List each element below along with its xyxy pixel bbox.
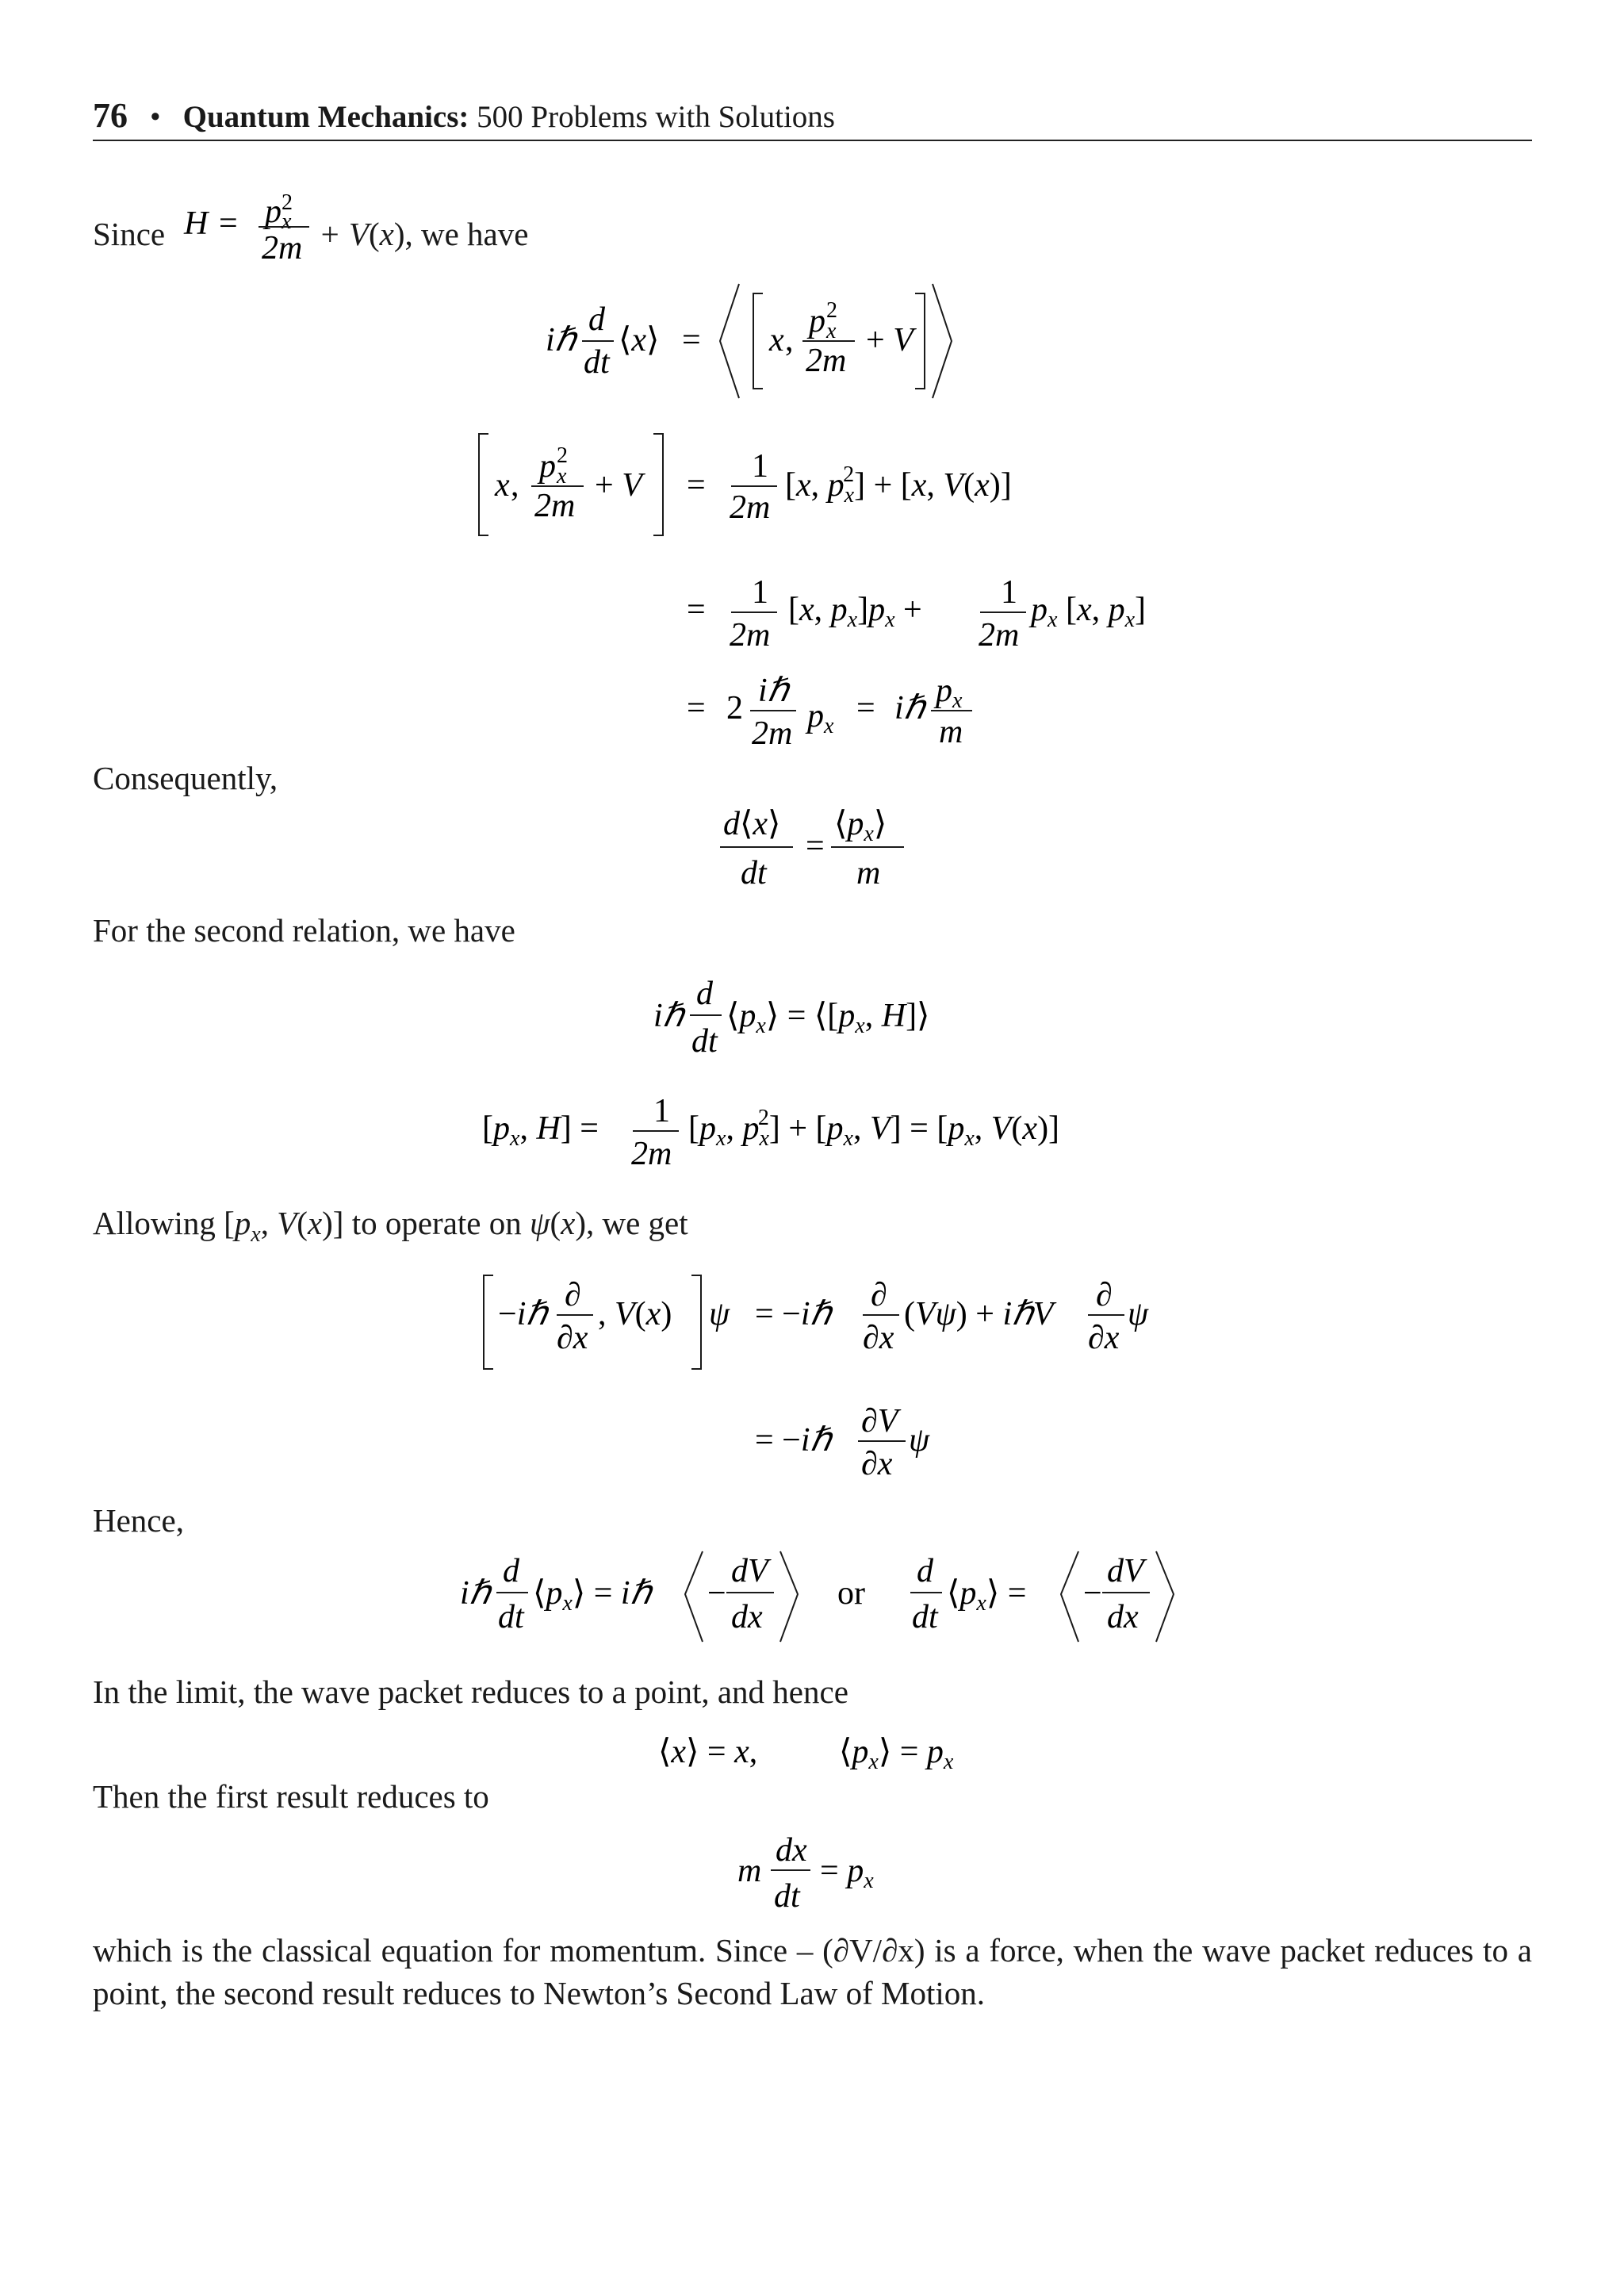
svg-text:∂x: ∂x [557,1320,588,1356]
svg-text:x: x [495,467,510,504]
svg-text:2m: 2m [806,343,847,379]
svg-text:1: 1 [752,448,768,485]
svg-text:dt: dt [912,1599,938,1635]
svg-text:∂: ∂ [1096,1277,1113,1313]
svg-text:⟨px⟩ = px: ⟨px⟩ = px [839,1734,954,1774]
svg-text:2: 2 [557,443,568,468]
svg-text:+ V: + V [595,467,642,504]
equation-9 [750,1392,956,1495]
equation-7 [477,1085,1175,1188]
page-number: 76 [93,96,128,135]
hence-text: Hence, [93,1502,184,1539]
equation-3 [684,563,1191,666]
svg-text:iℏ: iℏ [758,673,789,709]
svg-text:d: d [503,1553,519,1589]
svg-text:[x, px2] + [x, V(x)]: [x, px2] + [x, V(x)] [785,462,1012,508]
svg-text:p: p [809,303,825,339]
svg-text:dt: dt [741,855,767,891]
svg-text:dx: dx [776,1832,807,1869]
svg-text:=: = [687,592,706,628]
svg-text:px: px [936,673,963,713]
hamiltonian-equation [176,181,335,268]
svg-text:x: x [282,209,292,234]
svg-text:1: 1 [752,574,768,611]
svg-text:ψ: ψ [909,1422,930,1459]
svg-text:m: m [737,1853,762,1889]
in-the-limit-text: In the limit, the wave packet reduces to a point, and hence [93,1673,848,1710]
svg-text:d⟨x⟩: d⟨x⟩ [723,806,781,842]
svg-text:⟨px⟩ = ⟨[px, H]⟩: ⟨px⟩ = ⟨[px, H]⟩ [726,998,930,1038]
svg-text:−iℏ: −iℏ [498,1296,547,1332]
equation-2 [471,424,1090,543]
equation-12 [730,1824,920,1927]
allowing-text: Allowing [$p_x$, V(x)] to operate on ψ(x), we get [93,1205,688,1248]
svg-text:∂: ∂ [871,1277,887,1313]
consequently-text: Consequently, [93,760,278,796]
equation-8 [476,1261,1174,1380]
svg-text:2m: 2m [730,489,771,526]
svg-text:d: d [696,976,713,1012]
svg-text:dV: dV [731,1553,768,1589]
svg-text:=: = [682,322,701,358]
svg-text:=: = [687,467,706,504]
svg-text:p: p [539,448,556,485]
svg-text:=: = [806,828,825,865]
svg-text:dt: dt [691,1023,718,1060]
since-rest: + V(x), we have [319,216,529,252]
svg-text:⟨x⟩ = x,: ⟨x⟩ = x, [658,1734,758,1770]
bullet-icon: • [150,100,161,134]
since-suffix: , we have [404,216,529,252]
svg-text:= −iℏ: = −iℏ [755,1296,832,1332]
svg-text:2m: 2m [730,617,771,654]
svg-text:∂x: ∂x [863,1320,894,1356]
equation-4 [684,666,1017,769]
svg-text:=: = [856,690,875,727]
page-header [93,94,1532,141]
then-first-text: Then the first result reduces to [93,1778,489,1815]
svg-text:= px: = px [820,1853,874,1893]
equation-5 [714,801,920,904]
since-prefix: Since [93,216,166,252]
equation-11 [655,1726,988,1781]
svg-text:ψ: ψ [709,1296,730,1332]
svg-text:dx: dx [1107,1599,1139,1635]
svg-text:dV: dV [1107,1553,1144,1589]
svg-text:iℏ: iℏ [894,690,925,727]
equation-10 [455,1543,1185,1654]
svg-text:dt: dt [498,1599,524,1635]
since-line [93,213,165,255]
svg-text:(Vψ) + iℏV: (Vψ) + iℏV [904,1296,1054,1332]
svg-text:[px, H] =: [px, H] = [482,1110,599,1151]
svg-text:px [x, px]: px [x, px] [1031,592,1147,632]
svg-text:dx: dx [731,1599,763,1635]
svg-text:x: x [826,319,837,343]
svg-text:iℏ: iℏ [460,1575,491,1612]
svg-text:= −iℏ: = −iℏ [755,1422,832,1459]
svg-text:[x, px]px +: [x, px]px + [788,592,922,632]
svg-text:, V(x): , V(x) [598,1296,672,1332]
svg-text:2: 2 [282,190,293,215]
svg-text:1: 1 [653,1093,670,1129]
equation-6 [649,969,998,1072]
svg-text:2: 2 [826,298,837,323]
svg-text:dt: dt [584,344,610,381]
svg-text:2m: 2m [979,617,1020,654]
svg-text:2m: 2m [262,230,303,266]
svg-text:⟨px⟩: ⟨px⟩ [834,806,887,846]
svg-text:m: m [939,714,963,750]
svg-text:=: = [687,690,706,727]
svg-text:−: − [707,1575,726,1612]
final-paragraph: which is the classical equation for momentum. Since – (∂V/∂x) is a force, when the wave packet reduces to a point, the second result reduces to Newton’s Second Law of Motion. [93,1932,1532,2011]
book-title: Quantum Mechanics: [182,100,469,134]
svg-text:d: d [588,301,605,338]
svg-text:2m: 2m [631,1136,672,1172]
svg-text:2: 2 [726,690,743,727]
svg-text:p: p [265,194,282,230]
svg-text:1: 1 [1001,574,1017,611]
svg-text:⟨px⟩ = iℏ: ⟨px⟩ = iℏ [533,1575,652,1616]
svg-text:iℏ: iℏ [546,322,576,358]
svg-text:∂x: ∂x [1088,1320,1120,1356]
svg-text:+ V: + V [866,322,914,358]
second-relation-text: For the second relation, we have [93,912,515,949]
svg-text:H: H [184,205,209,242]
svg-text:ψ: ψ [1128,1296,1149,1332]
svg-text:2m: 2m [752,715,793,752]
svg-text:,: , [511,467,519,504]
svg-text:∂: ∂ [565,1277,581,1313]
equation-1 [539,262,983,404]
svg-text:⟨px⟩ =: ⟨px⟩ = [947,1575,1027,1616]
svg-text:d: d [917,1553,933,1589]
svg-text:,: , [785,322,794,358]
svg-text:=: = [219,205,238,242]
svg-text:∂V: ∂V [861,1403,898,1440]
svg-text:or: or [837,1575,865,1612]
svg-text:x: x [557,464,567,489]
svg-text:dt: dt [774,1878,800,1915]
svg-text:x: x [769,322,784,358]
svg-text:∂x: ∂x [861,1446,893,1482]
svg-text:px: px [807,698,834,738]
svg-text:iℏ: iℏ [653,998,684,1034]
svg-text:[px, px2] + [px, V] = [px, V(x: [px, px2] + [px, V] = [px, V(x)] [688,1106,1060,1151]
book-subtitle: 500 Problems with Solutions [477,100,835,134]
svg-text:⟨x⟩: ⟨x⟩ [619,322,660,358]
svg-text:2m: 2m [534,488,576,524]
svg-text:m: m [856,855,881,891]
svg-text:−: − [1083,1575,1102,1612]
